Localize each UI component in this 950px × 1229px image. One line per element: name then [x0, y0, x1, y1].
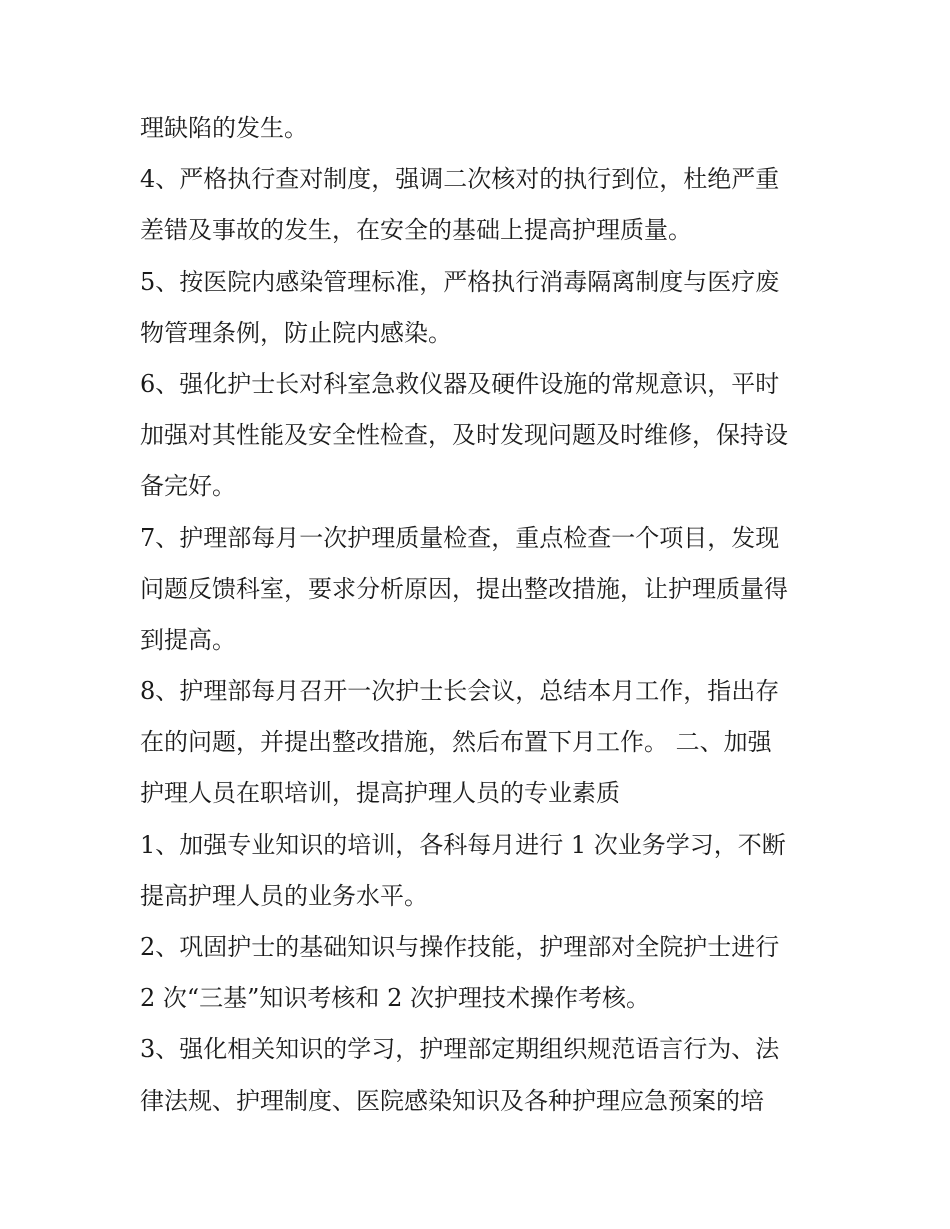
- text-line: 到提高。: [140, 625, 236, 654]
- text-line: 加强对其性能及安全性检查，及时发现问题及时维修，保持设: [140, 421, 788, 450]
- text-line: 物管理条例，防止院内感染。: [140, 318, 452, 347]
- text-line: 5、按医院内感染管理标准，严格执行消毒隔离制度与医疗废: [140, 267, 780, 296]
- text-line: 1、加强专业知识的培训，各科每月进行 1 次业务学习，不断: [140, 830, 786, 859]
- text-line: 提高护理人员的业务水平。: [140, 881, 428, 910]
- text-line: 护理人员在职培训，提高护理人员的专业素质: [140, 779, 620, 808]
- document-body: [140, 103, 820, 1127]
- text-line: 在的问题，并提出整改措施，然后布置下月工作。 二、加强: [140, 728, 772, 757]
- text-line: 6、强化护士长对科室急救仪器及硬件设施的常规意识，平时: [140, 369, 780, 398]
- text-line: 8、护理部每月召开一次护士长会议，总结本月工作，指出存: [140, 677, 780, 706]
- text-line: 7、护理部每月一次护理质量检查，重点检查一个项目，发现: [140, 523, 780, 552]
- text-line: 差错及事故的发生，在安全的基础上提高护理质量。: [140, 216, 692, 245]
- text-line: 备完好。: [140, 472, 236, 501]
- text-line: 4、严格执行查对制度，强调二次核对的执行到位，杜绝严重: [140, 165, 780, 194]
- text-line: 2、巩固护士的基础知识与操作技能，护理部对全院护士进行: [140, 933, 780, 961]
- text-line: 理缺陷的发生。: [140, 114, 308, 142]
- text-line: 问题反馈科室，要求分析原因，提出整改措施，让护理质量得: [140, 574, 788, 603]
- text-line: 3、强化相关知识的学习，护理部定期组织规范语言行为、法: [140, 1035, 780, 1064]
- text-line: 律法规、护理制度、医院感染知识及各种护理应急预案的培: [140, 1086, 764, 1115]
- text-line: 2 次“三基”知识考核和 2 次护理技术操作考核。: [140, 984, 650, 1013]
